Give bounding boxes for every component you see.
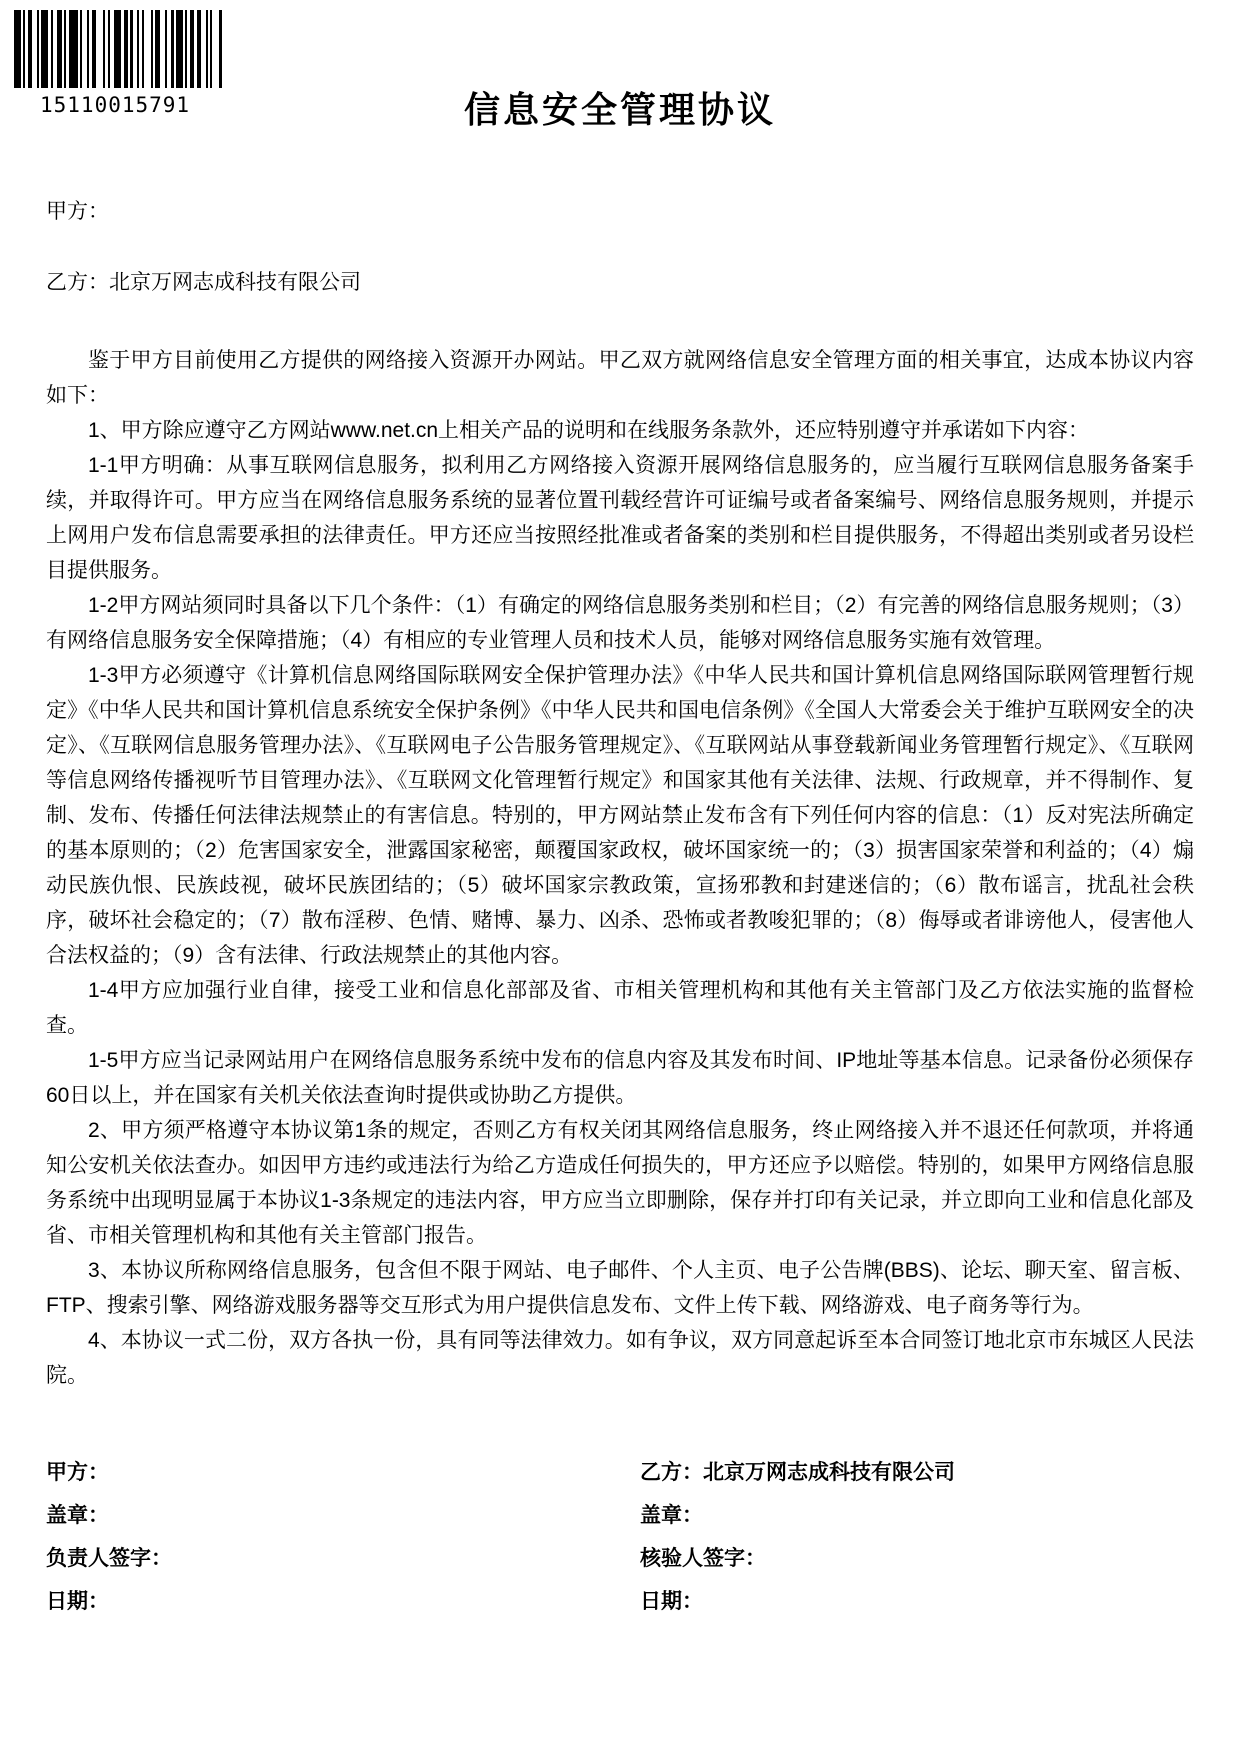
paragraph: 1、甲方除应遵守乙方网站www.net.cn上相关产品的说明和在线服务条款外，还应特别遵守并承诺如下内容：	[88, 419, 1090, 442]
paragraph: 1-5甲方应当记录网站用户在网络信息服务系统中发布的信息内容及其发布时间、IP地址等基本信息。记录备份必须保存60日以上，并在国家有关机关依法查询时提供或协助乙方提供。	[46, 1049, 1194, 1107]
signature-row: 乙方：北京万网志成科技有限公司	[640, 1461, 955, 1484]
paragraph: 1-1甲方明确：从事互联网信息服务，拟利用乙方网络接入资源开展网络信息服务的，应当履行互联网信息服务备案手续，并取得许可。甲方应当在网络信息服务系统的显著位置刊载经营许可证编号或者备案编号、网络信息服务规则，并提示上网用户发布信息需要承担的法律责任。甲方还应当按照经批准或者备案的类别和栏目提供服务，不得超出类别或者另设栏目提供服务。	[46, 454, 1194, 582]
barcode-number: 15110015791	[40, 93, 191, 117]
signature-row: 盖章：	[640, 1504, 703, 1527]
signature-row: 甲方：	[46, 1461, 109, 1484]
signature-party-a	[46, 1451, 640, 1623]
paragraph: 3、本协议所称网络信息服务，包含但不限于网站、电子邮件、个人主页、电子公告牌(BBS)、论坛、聊天室、留言板、FTP、搜索引擎、网络游戏服务器等交互形式为用户提供信息发布、文件上传下载、网络游戏、电子商务等行为。	[46, 1259, 1194, 1317]
signature-row: 核验人签字：	[640, 1547, 766, 1570]
signature-row: 日期：	[640, 1590, 703, 1613]
signature-row: 负责人签字：	[46, 1547, 172, 1570]
signature-party-b	[640, 1451, 1194, 1623]
paragraph: 1-3甲方必须遵守《计算机信息网络国际联网安全保护管理办法》《中华人民共和国计算机信息网络国际联网管理暂行规定》《中华人民共和国计算机信息系统安全保护条例》《中华人民共和国电信条例》《全国人大常委会关于维护互联网安全的决定》、《互联网信息服务管理办法》、《互联网电子公告服务管理规定》、《互联网站从事登载新闻业务管理暂行规定》、《互联网等信息网络传播视听节目管理办法》、《互联网文化管理暂行规定》和国家其他有关法律、法规、行政规章，并不得制作、复制、发布、传播任何法律法规禁止的有害信息。特别的，甲方网站禁止发布含有下列任何内容的信息：（1）反对宪法所确定的基本原则的；（2）危害国家安全，泄露国家秘密，颠覆国家政权，破坏国家统一的；（3）损害国家荣誉和利益的；（4）煽动民族仇恨、民族歧视，破坏民族团结的；（5）破坏国家宗教政策，宣扬邪教和封建迷信的；（6）散布谣言，扰乱社会秩序，破坏社会稳定的；（7）散布淫秽、色情、赌博、暴力、凶杀、恐怖或者教唆犯罪的；（8）侮辱或者诽谤他人，侵害他人合法权益的；（9）含有法律、行政法规禁止的其他内容。	[46, 664, 1194, 967]
paragraph: 1-2甲方网站须同时具备以下几个条件：（1）有确定的网络信息服务类别和栏目；（2）有完善的网络信息服务规则；（3）有网络信息服务安全保障措施；（4）有相应的专业管理人员和技术人员，能够对网络信息服务实施有效管理。	[46, 594, 1194, 652]
signature-row: 日期：	[46, 1590, 109, 1613]
party-b-line: 乙方：北京万网志成科技有限公司	[46, 271, 361, 294]
party-a-line: 甲方：	[46, 200, 109, 223]
barcode-block	[14, 10, 226, 117]
paragraph: 1-4甲方应加强行业自律，接受工业和信息化部部及省、市相关管理机构和其他有关主管部门及乙方依法实施的监督检查。	[46, 979, 1194, 1037]
paragraph: 2、甲方须严格遵守本协议第1条的规定，否则乙方有权关闭其网络信息服务，终止网络接入并不退还任何款项，并将通知公安机关依法查办。如因甲方违约或违法行为给乙方造成任何损失的，甲方还应予以赔偿。特别的，如果甲方网络信息服务系统中出现明显属于本协议1-3条规定的违法内容，甲方应当立即删除，保存并打印有关记录，并立即向工业和信息化部及省、市相关管理机构和其他有关主管部门报告。	[46, 1119, 1194, 1247]
paragraph: 4、本协议一式二份，双方各执一份，具有同等法律效力。如有争议，双方同意起诉至本合同签订地北京市东城区人民法院。	[46, 1329, 1194, 1387]
signature-row: 盖章：	[46, 1504, 109, 1527]
signature-block	[46, 1451, 1194, 1623]
paragraph: 鉴于甲方目前使用乙方提供的网络接入资源开办网站。甲乙双方就网络信息安全管理方面的相关事宜，达成本协议内容如下：	[46, 349, 1194, 407]
agreement-body	[46, 343, 1194, 1393]
barcode	[14, 10, 226, 88]
document-title: 信息安全管理协议	[463, 89, 776, 130]
